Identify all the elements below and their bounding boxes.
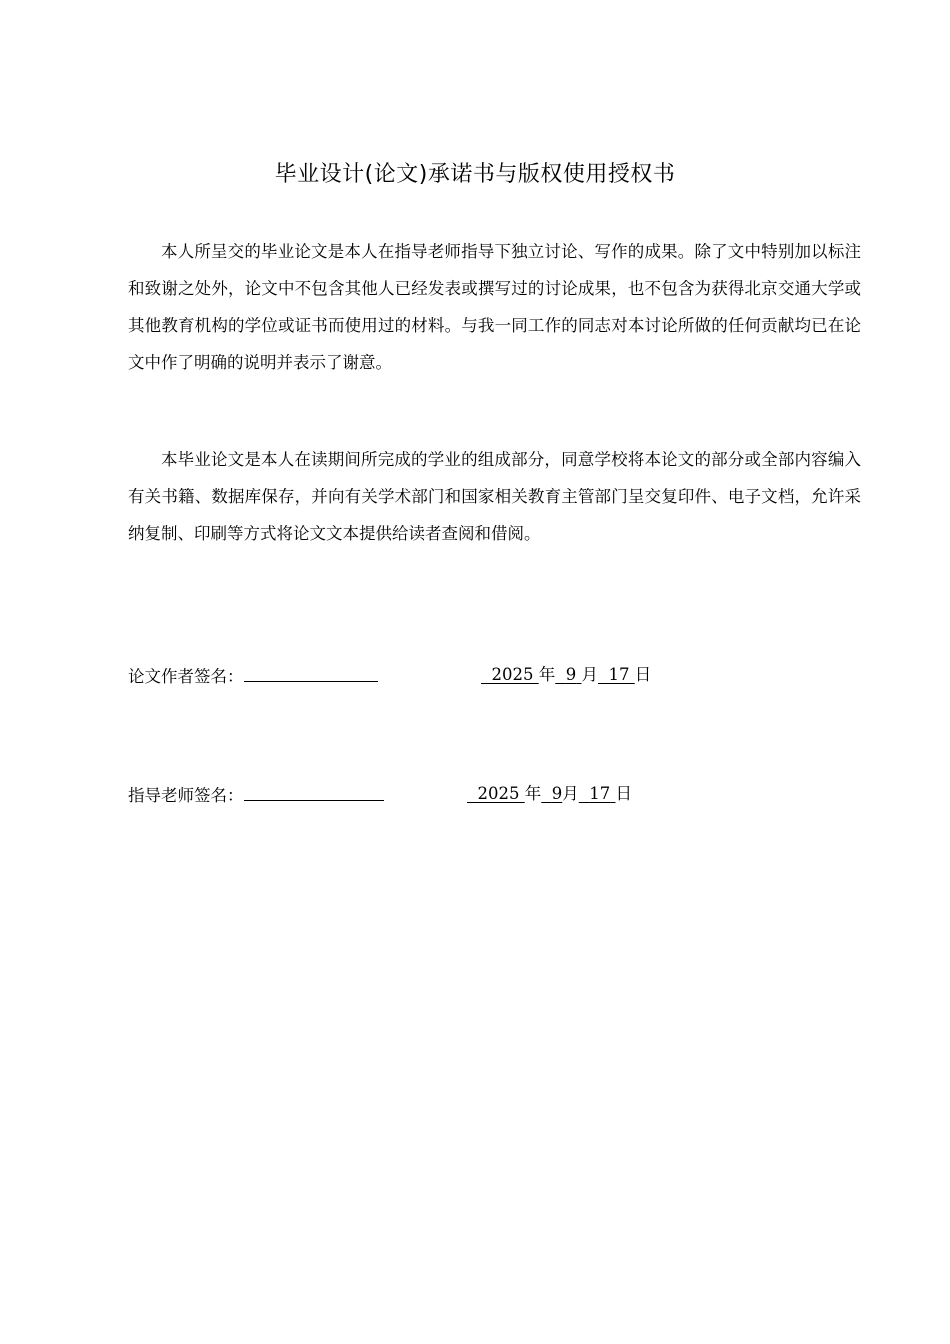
- advisor-date-month: 9: [551, 784, 563, 803]
- author-signature-label: 论文作者签名：: [128, 667, 244, 686]
- advisor-signature-date: [467, 782, 632, 806]
- author-date-day: 17: [608, 665, 630, 684]
- advisor-date-day-unit: 日: [615, 784, 632, 803]
- advisor-date-year: 2025: [477, 784, 520, 803]
- authorization-paragraph: 本毕业论文是本人在读期间所完成的学业的组成部分，同意学校将本论文的部分或全部内容编入有关书籍、数据库保存，并向有关学术部门和国家相关教育主管部门呈交复印件、电子文档，允许采纳复制、印刷等方式将论文文本提供给读者查阅和借阅。: [128, 450, 861, 543]
- document-title: 毕业设计(论文)承诺书与版权使用授权书: [274, 162, 676, 187]
- author-date-month-unit: 月: [581, 665, 598, 684]
- author-signature-date: [481, 663, 651, 687]
- author-signature-blank[interactable]: [244, 663, 378, 682]
- advisor-signature-blank[interactable]: [244, 782, 384, 801]
- author-signature-row: [128, 663, 652, 689]
- author-date-month: 9: [565, 665, 577, 684]
- author-date-year: 2025: [491, 665, 534, 684]
- advisor-date-month-unit: 月: [562, 784, 579, 803]
- advisor-signature-row: [128, 782, 632, 808]
- author-date-day-unit: 日: [634, 665, 652, 684]
- advisor-signature-label: 指导老师签名：: [128, 786, 244, 805]
- author-date-year-unit: 年: [538, 665, 556, 684]
- advisor-date-year-unit: 年: [524, 784, 542, 803]
- commitment-paragraph: 本人所呈交的毕业论文是本人在指导老师指导下独立讨论、写作的成果。除了文中特别加以标注和致谢之处外，论文中不包含其他人已经发表或撰写过的讨论成果，也不包含为获得北京交通大学或其他教育机构的学位或证书而使用过的材料。与我一同工作的同志对本讨论所做的任何贡献均已在论文中作了明确的说明并表示了谢意。: [128, 242, 861, 372]
- advisor-date-day: 17: [589, 784, 611, 803]
